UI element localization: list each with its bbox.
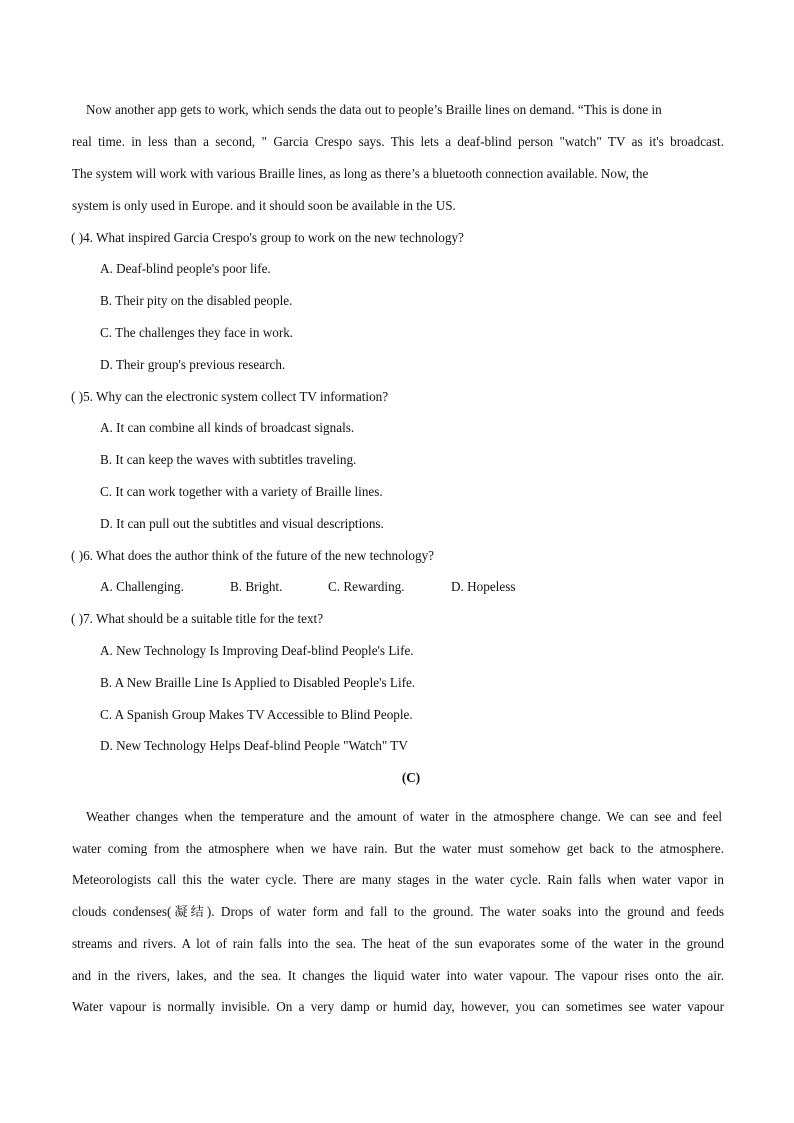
option-a: A. New Technology Is Improving Deaf-blind People's Life. [100,643,414,658]
paragraph-line: water coming from the atmosphere when we have rain. But the water must somehow get back to the atmosphere. [72,841,724,856]
paragraph-line: Now another app gets to work, which sends the data out to people’s Braille lines on demand. “This is done in [86,102,662,117]
option-b: B. Bright. [230,579,283,594]
paragraph-line: The system will work with various Braille lines, as long as there’s a bluetooth connection available. Now, the [72,166,649,181]
paragraph-line: and in the rivers, lakes, and the sea. It changes the liquid water into water vapour. The vapour rises onto the air. [72,968,724,983]
question-stem: ( )4. What inspired Garcia Crespo's group to work on the new technology? [71,230,464,245]
option-b: B. A New Braille Line Is Applied to Disabled People's Life. [100,675,416,690]
option-c: C. It can work together with a variety of Braille lines. [100,484,383,499]
paragraph-line: real time. in less than a second, " Garcia Crespo says. This lets a deaf-blind person "watch" TV as it's broadcast. [72,134,724,149]
question-stem: ( )6. What does the author think of the future of the new technology? [71,548,435,563]
option-a: A. It can combine all kinds of broadcast signals. [100,420,355,435]
paragraph-line: Meteorologists call this the water cycle. There are many stages in the water cycle. Rain falls when water vapor in [72,872,724,887]
paragraph-line: system is only used in Europe. and it should soon be available in the US. [72,198,456,213]
option-d: D. New Technology Helps Deaf-blind People "Watch" TV [100,738,408,753]
paragraph-line: clouds condenses(凝结). Drops of water form and fall to the ground. The water soaks into the ground and feeds [72,904,724,919]
option-a: A. Challenging. [100,579,184,594]
option-c: C. A Spanish Group Makes TV Accessible to Blind People. [100,707,413,722]
option-c: C. Rewarding. [328,579,405,594]
option-d: D. It can pull out the subtitles and visual descriptions. [100,516,384,531]
paragraph-line: Weather changes when the temperature and the amount of water in the atmosphere change. We can see and feel [86,809,722,824]
option-d: D. Their group's previous research. [100,357,286,372]
question-stem: ( )5. Why can the electronic system collect TV information? [71,389,389,404]
section-heading: (C) [401,770,421,785]
question-stem: ( )7. What should be a suitable title for the text? [71,611,324,626]
option-a: A. Deaf-blind people's poor life. [100,261,271,276]
option-c: C. The challenges they face in work. [100,325,294,340]
option-d: D. Hopeless [451,579,516,594]
option-b: B. Their pity on the disabled people. [100,293,293,308]
paragraph-line: streams and rivers. A lot of rain falls into the sea. The heat of the sun evaporates some of the water in the ground [72,936,724,951]
options-row [100,577,560,597]
paragraph-line: Water vapour is normally invisible. On a very damp or humid day, however, you can sometimes see water vapour [72,999,724,1014]
option-b: B. It can keep the waves with subtitles traveling. [100,452,357,467]
